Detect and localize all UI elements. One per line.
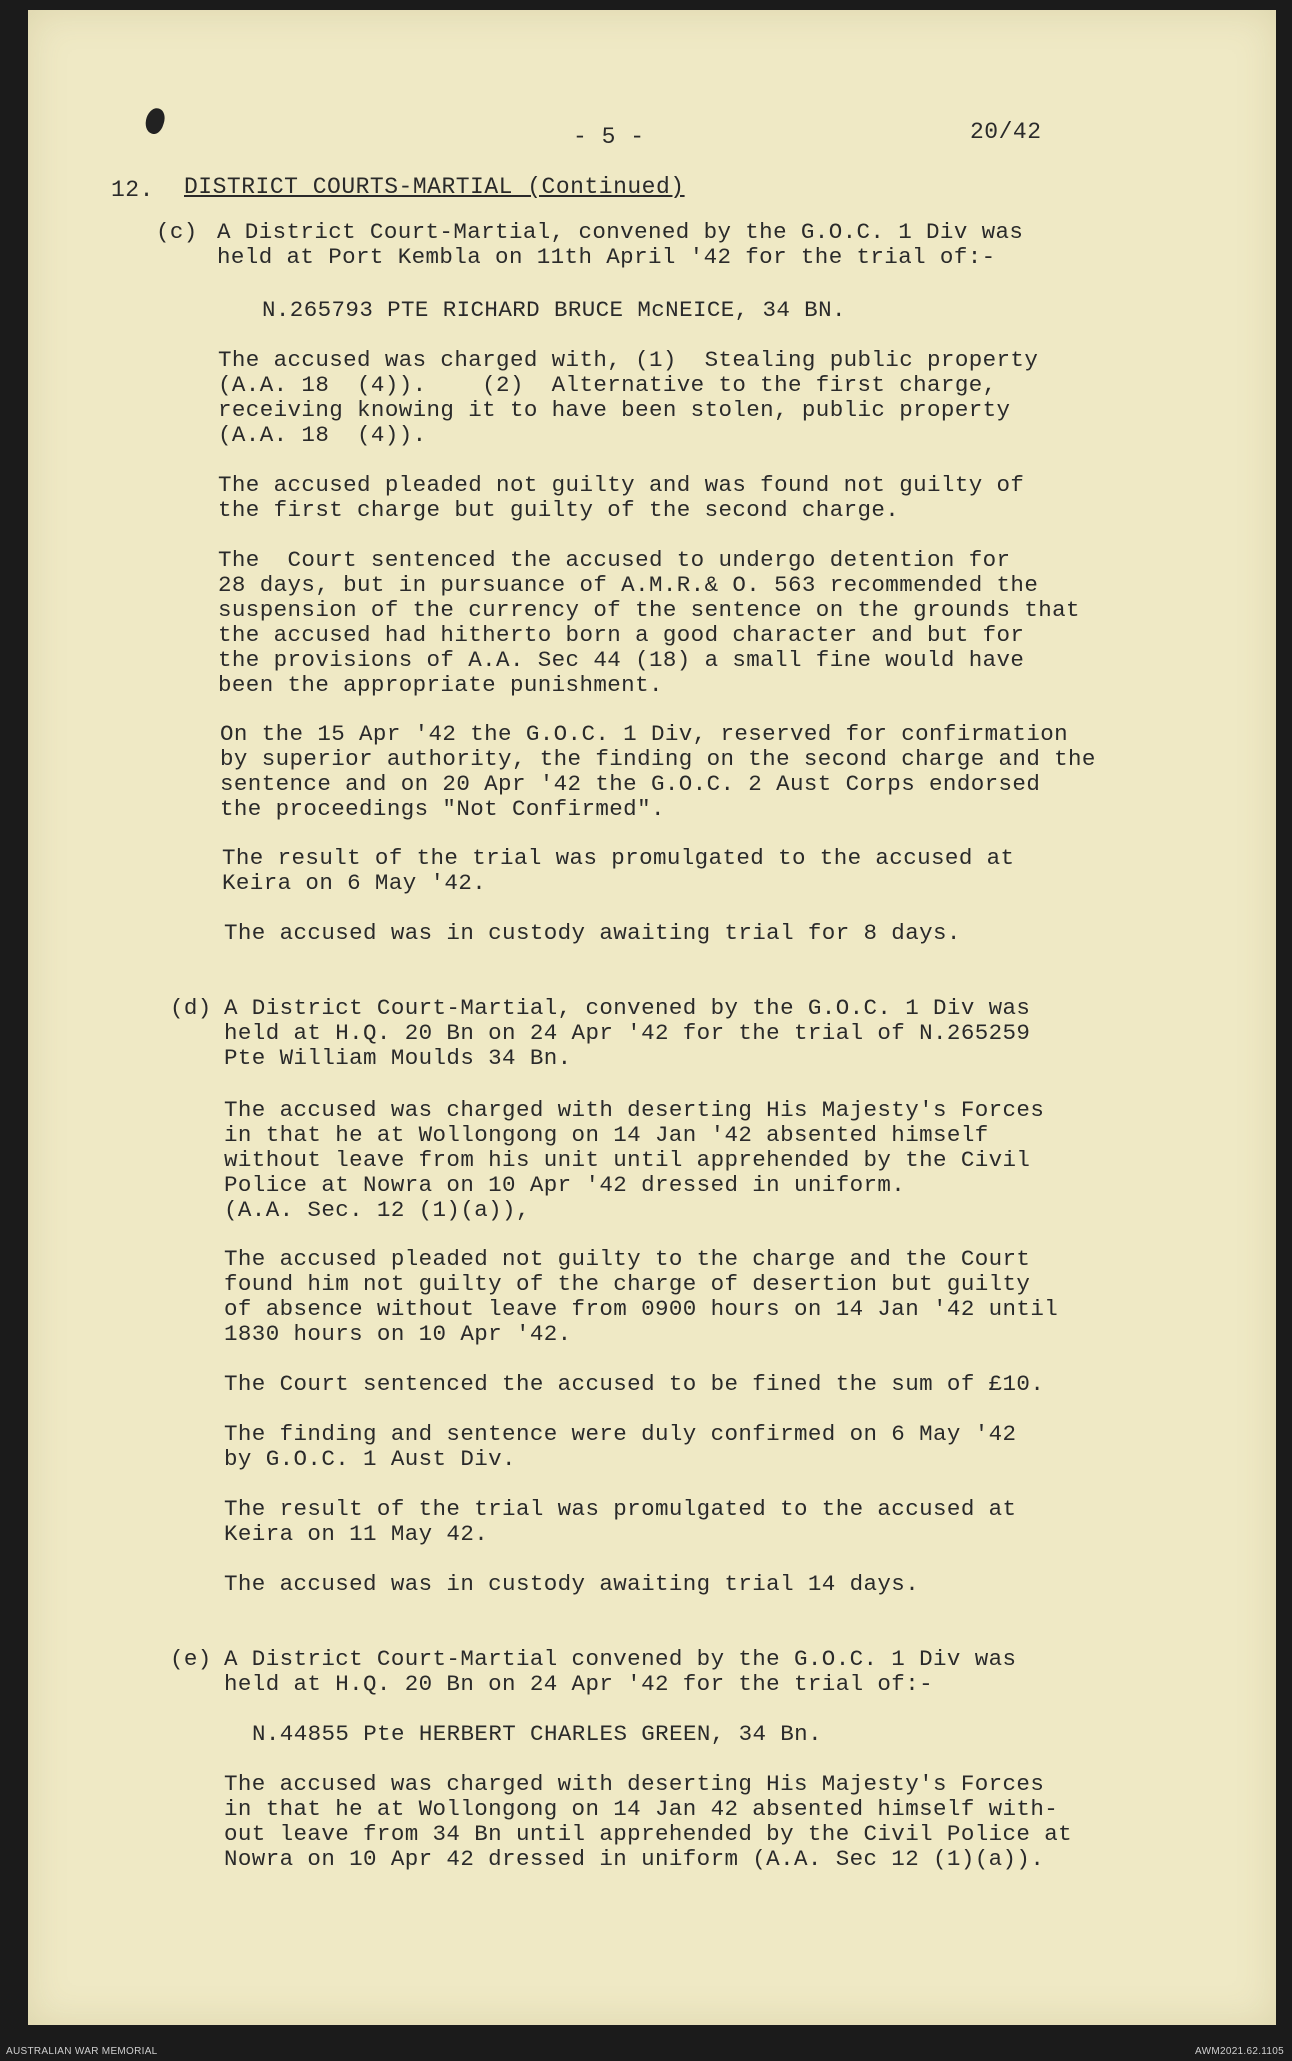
case-d-label: (d) bbox=[170, 995, 212, 1021]
case-c-plea: The accused pleaded not guilty and was found not guilty of the first charge but guilty of the second charge. bbox=[218, 472, 1025, 523]
case-e-charges: The accused was charged with deserting His Majesty's Forces in that he at Wollongong on 14 Jan 42 absented himself with- out leave from 34 Bn until apprehended by the Civil Police at Nowra on 10 Apr 42 dressed in uniform (A.A. Sec 12 (1)(a)). bbox=[224, 1771, 1073, 1872]
case-d-charges: The accused was charged with deserting His Majesty's Forces in that he at Wollongong on 14 Jan '42 absented himself without leave from his unit until apprehended by the Civil Police at Nowra on 10 Apr '42 dressed in uniform. (A.A. Sec. 12 (1)(a)), bbox=[224, 1097, 1045, 1223]
case-c-label: (c) bbox=[156, 219, 198, 245]
ink-mark bbox=[142, 106, 167, 136]
section-title: DISTRICT COURTS-MARTIAL (Continued) bbox=[184, 174, 685, 200]
document-page bbox=[28, 10, 1276, 2025]
case-d-promulgation: The result of the trial was promulgated to the accused at Keira on 11 May 42. bbox=[224, 1496, 1017, 1547]
case-c-confirmation: On the 15 Apr '42 the G.O.C. 1 Div, reserved for confirmation by superior authority, the finding on the second charge and the sentence and on 20 Apr '42 the G.O.C. 2 Aust Corps endorsed the proceedings "Not Confirmed". bbox=[220, 721, 1096, 822]
reference-number: 20/42 bbox=[970, 119, 1042, 145]
case-d-intro: A District Court-Martial, convened by the G.O.C. 1 Div was held at H.Q. 20 Bn on 24 Apr '42 for the trial of N.265259 Pte William Moulds 34 Bn. bbox=[224, 995, 1031, 1071]
case-c-custody: The accused was in custody awaiting trial for 8 days. bbox=[224, 920, 961, 946]
page-number: - 5 - bbox=[573, 124, 645, 150]
case-c-promulgation: The result of the trial was promulgated to the accused at Keira on 6 May '42. bbox=[222, 845, 1015, 896]
case-e-accused-name: N.44855 Pte HERBERT CHARLES GREEN, 34 Bn. bbox=[252, 1721, 822, 1747]
case-e-label: (e) bbox=[170, 1646, 212, 1672]
section-number: 12. bbox=[111, 177, 154, 203]
case-c-charges: The accused was charged with, (1) Stealing public property (A.A. 18 (4)). (2) Alternative to the first charge, receiving knowing it to have been stolen, public property (A.A. 18 (4)). bbox=[218, 347, 1039, 448]
case-d-sentence: The Court sentenced the accused to be fined the sum of £10. bbox=[224, 1371, 1045, 1397]
footer-accession-number: AWM2021.62.1105 bbox=[1195, 2046, 1284, 2057]
case-c-sentence: The Court sentenced the accused to undergo detention for 28 days, but in pursuance of A.M.R.& O. 563 recommended the suspension of the currency of the sentence on the grounds that the accused had hitherto born a good character and but for the provisions of A.A. Sec 44 (18) a small fine would have been the appropriate punishment. bbox=[218, 547, 1080, 698]
case-c-intro: A District Court-Martial, convened by the G.O.C. 1 Div was held at Port Kembla on 11th April '42 for the trial of:- bbox=[217, 219, 1024, 270]
case-d-custody: The accused was in custody awaiting trial 14 days. bbox=[224, 1571, 920, 1597]
case-e-intro: A District Court-Martial convened by the G.O.C. 1 Div was held at H.Q. 20 Bn on 24 Apr '42 for the trial of:- bbox=[224, 1646, 1017, 1697]
case-d-confirmation: The finding and sentence were duly confirmed on 6 May '42 by G.O.C. 1 Aust Div. bbox=[224, 1421, 1017, 1472]
footer-institution: AUSTRALIAN WAR MEMORIAL bbox=[6, 2046, 158, 2057]
case-c-accused-name: N.265793 PTE RICHARD BRUCE McNEICE, 34 BN. bbox=[262, 297, 846, 323]
case-d-plea: The accused pleaded not guilty to the charge and the Court found him not guilty of the charge of desertion but guilty of absence without leave from 0900 hours on 14 Jan '42 until 1830 hours on 10 Apr '42. bbox=[224, 1246, 1059, 1347]
